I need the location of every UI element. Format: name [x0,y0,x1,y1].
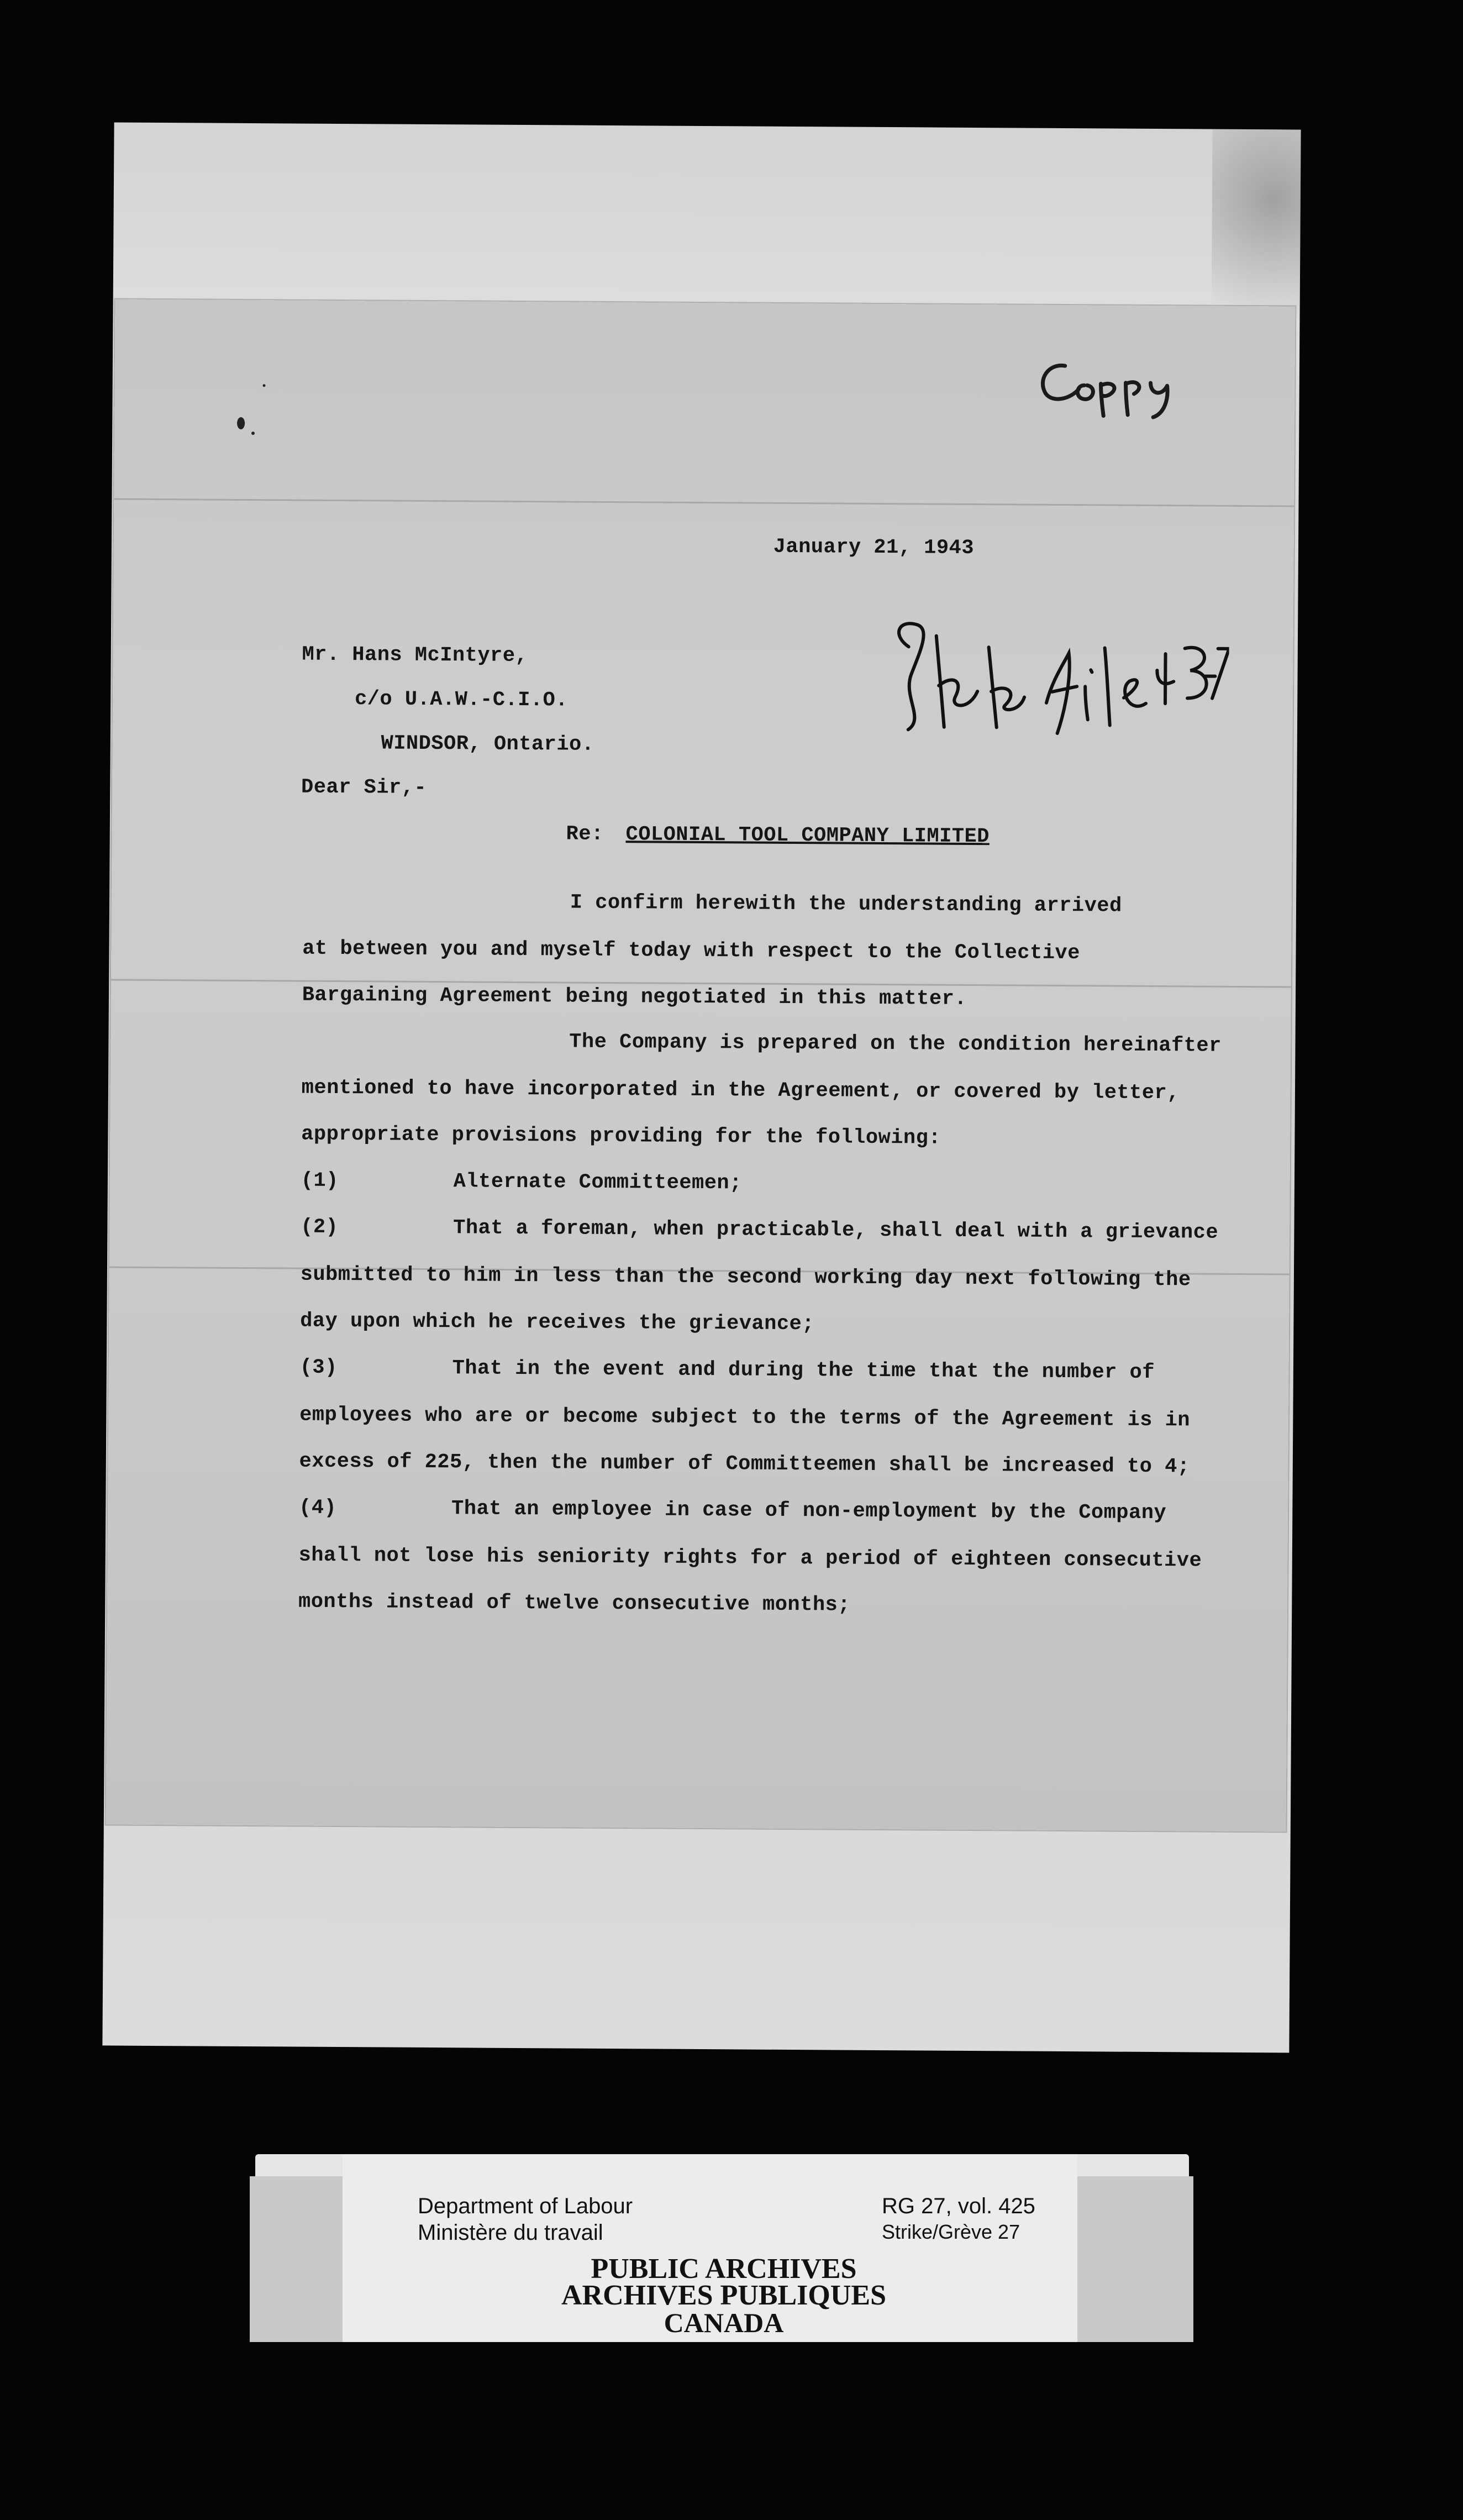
fold-line [114,498,1294,507]
ref-volume: RG 27, vol. 425 [882,2194,1035,2218]
archives-en: PUBLIC ARCHIVES [591,2253,857,2285]
speck [251,432,255,435]
paragraph-line: The Company is prepared on the condition hereinafter [569,1030,1222,1058]
item-line: day upon which he receives the grievance; [300,1309,815,1336]
speck [262,384,265,387]
file-note-handwritten-icon [886,613,1229,743]
re-subject: COLONIAL TOOL COMPANY LIMITED [625,823,990,849]
item-line: That a foreman, when practicable, shall deal with a grievance [453,1216,1219,1245]
copy-handwritten-icon [1032,355,1192,422]
letter-date: January 21, 1943 [773,535,975,560]
re-label: Re: [566,822,604,846]
item-line: That in the event and during the time that the number of [452,1357,1155,1385]
salutation: Dear Sir,- [301,775,427,800]
item-line: That an employee in case of non-employment by the Company [451,1497,1167,1525]
item-number: (3) [299,1356,338,1379]
recipient-city: WINDSOR, Ontario. [381,732,594,757]
dept-en: Department of Labour [418,2194,633,2218]
item-number: (2) [301,1215,339,1239]
item-number: (4) [298,1496,337,1520]
recipient-org: c/o U.A.W.-C.I.O. [354,687,569,712]
item-line: months instead of twelve consecutive months; [298,1590,851,1617]
archives-country: CANADA [664,2307,784,2338]
paragraph-line: at between you and myself today with respect to the Collective [302,937,1081,965]
paragraph-line: appropriate provisions providing for the following: [301,1122,941,1150]
dept-fr: Ministère du travail [418,2220,603,2245]
paragraph-line: mentioned to have incorporated in the Agreement, or covered by letter, [301,1076,1180,1105]
recipient-name: Mr. Hans McIntyre, [302,643,528,668]
paragraph-line: I confirm herewith the understanding arrived [570,891,1122,918]
item-line: submitted to him in less than the second working day next following the [300,1263,1191,1292]
paragraph-line: Bargaining Agreement being negotiated in this matter. [302,983,967,1011]
item-line: Alternate Committeemen; [453,1170,743,1195]
item-line: shall not lose his seniority rights for a period of eighteen consecutive [298,1544,1202,1573]
letter-page [106,300,1296,1832]
archives-fr: ARCHIVES PUBLIQUES [561,2280,887,2311]
item-line: excess of 225, then the number of Committeemen shall be increased to 4; [299,1450,1190,1479]
ref-strike: Strike/Grève 27 [882,2220,1020,2243]
item-number: (1) [301,1169,339,1193]
speck [237,417,245,429]
item-line: employees who are or become subject to the terms of the Agreement is in [299,1403,1191,1432]
